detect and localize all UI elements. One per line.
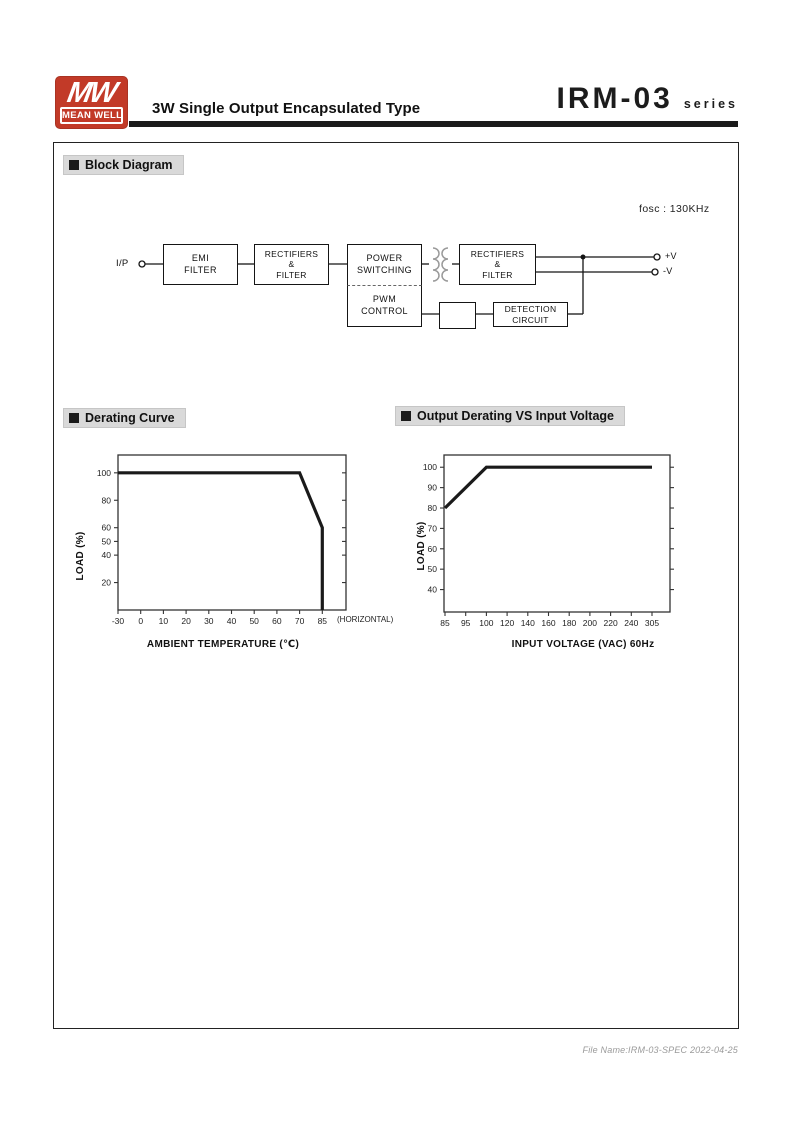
y-tick-label: 100 <box>96 467 111 478</box>
y-tick-label: 20 <box>101 577 111 588</box>
y-tick-label: 80 <box>101 495 111 506</box>
x-tick-label: 40 <box>226 616 237 626</box>
input-voltage-derating-chart <box>401 446 701 661</box>
input-rectifiers-filter-block <box>254 244 329 285</box>
power-switching-line2: SWITCHING <box>356 265 413 275</box>
y-tick-label: 40 <box>427 584 437 595</box>
block-diagram-section-title: Block Diagram <box>85 158 173 172</box>
x-tick-label: 140 <box>520 618 535 628</box>
output-plus-terminal-icon <box>654 254 660 260</box>
x-tick-label: 120 <box>500 618 515 628</box>
x-tick-label: 305 <box>644 618 660 628</box>
power-switching-block <box>347 244 422 285</box>
rectifiers-line2: & <box>288 259 295 270</box>
block-diagram <box>101 236 691 341</box>
meanwell-logo-mw-glyph: MW <box>64 77 119 109</box>
x-tick-label: -30 <box>111 616 125 626</box>
pwm-control-block <box>347 285 422 327</box>
series-line-load_vs_input_voltage <box>445 467 652 508</box>
header-divider-rule <box>129 121 738 127</box>
x-axis-title: AMBIENT TEMPERATURE (℃) <box>146 639 300 650</box>
rectifiers-out-line3: FILTER <box>482 269 513 280</box>
meanwell-logo-brand-text: MEAN WELL <box>60 107 123 124</box>
y-tick-label: 40 <box>101 550 111 561</box>
rectifiers-line3: FILTER <box>276 269 307 280</box>
y-tick-label: 60 <box>101 522 111 533</box>
plot-frame <box>444 455 670 612</box>
y-tick-label: 70 <box>427 523 437 534</box>
rectifiers-line1: RECTIFIERS <box>264 248 319 259</box>
y-tick-label: 60 <box>427 543 437 554</box>
y-tick-label: 100 <box>422 462 437 473</box>
series-suffix: series <box>683 97 738 111</box>
chart-canvas <box>401 446 701 661</box>
y-axis-title: LOAD (%) <box>75 531 86 581</box>
wire-junction-dot <box>581 255 586 260</box>
pwm-control-line1: PWM <box>372 294 397 305</box>
section-square-icon <box>401 411 411 421</box>
y-tick-label: 90 <box>427 482 437 493</box>
block-diagram-section-header <box>63 155 184 175</box>
input-terminal-icon <box>139 261 145 267</box>
output-rectifiers-filter-block <box>459 244 536 285</box>
y-tick-label: 50 <box>427 564 437 575</box>
x-axis-title: INPUT VOLTAGE (VAC) 60Hz <box>511 639 655 650</box>
y-tick-label: 50 <box>101 536 111 547</box>
pwm-control-line2: CONTROL <box>361 306 408 316</box>
x-tick-label: 30 <box>204 616 214 626</box>
x-tick-label: 200 <box>582 618 597 628</box>
content-frame <box>53 142 739 1029</box>
output-plus-label: +V <box>665 251 677 261</box>
optocoupler-block <box>439 302 476 329</box>
derating-curve-section-title: Derating Curve <box>85 411 175 425</box>
detection-circuit-block <box>493 302 568 327</box>
emi-filter-line1: EMI <box>191 252 210 263</box>
x-tick-label: 160 <box>541 618 556 628</box>
section-square-icon <box>69 413 79 423</box>
emi-filter-block <box>163 244 238 285</box>
rectifiers-out-line2: & <box>494 259 501 270</box>
series-title <box>556 82 738 116</box>
x-tick-label: 220 <box>603 618 618 628</box>
power-switching-line1: POWER <box>366 253 403 264</box>
x-tick-label: 20 <box>181 616 191 626</box>
series-name: IRM-03 <box>556 82 673 115</box>
chart-canvas <box>71 446 401 661</box>
detection-line2: CIRCUIT <box>512 314 549 325</box>
x-tick-label: 50 <box>249 616 259 626</box>
section-square-icon <box>69 160 79 170</box>
plot-frame <box>118 455 346 610</box>
input-terminal-label: I/P <box>116 258 129 269</box>
detection-line1: DETECTION <box>504 303 557 314</box>
output-derating-section-title: Output Derating VS Input Voltage <box>417 409 614 423</box>
series-line-load_vs_ambient_temperature <box>118 473 322 610</box>
output-minus-terminal-icon <box>652 269 658 275</box>
x-tick-label: 100 <box>479 618 494 628</box>
x-tick-label: 95 <box>460 618 471 628</box>
rectifiers-out-line1: RECTIFIERS <box>470 248 525 259</box>
meanwell-logo <box>55 76 128 129</box>
file-name-footer: File Name:IRM-03-SPEC 2022-04-25 <box>582 1045 738 1055</box>
transformer-icon <box>433 248 448 281</box>
output-minus-label: -V <box>663 266 673 276</box>
x-tick-label: 10 <box>158 616 169 626</box>
derating-curve-section-header <box>63 408 186 428</box>
derating-curve-chart <box>71 446 401 661</box>
x-tick-label: 180 <box>562 618 577 628</box>
x-tick-label: 85 <box>317 616 328 626</box>
fosc-frequency-note: fosc : 130KHz <box>639 203 710 215</box>
emi-filter-line2: FILTER <box>184 264 217 275</box>
x-tick-label: 85 <box>440 618 450 628</box>
y-axis-title: LOAD (%) <box>416 521 427 571</box>
page-title: 3W Single Output Encapsulated Type <box>152 100 421 117</box>
output-derating-section-header <box>395 406 625 426</box>
x-tick-label: 70 <box>294 616 305 626</box>
y-tick-label: 80 <box>427 503 437 514</box>
x-axis-note: (HORIZONTAL) <box>337 615 394 624</box>
x-tick-label: 0 <box>138 616 144 626</box>
x-tick-label: 60 <box>272 616 282 626</box>
x-tick-label: 240 <box>624 618 639 628</box>
